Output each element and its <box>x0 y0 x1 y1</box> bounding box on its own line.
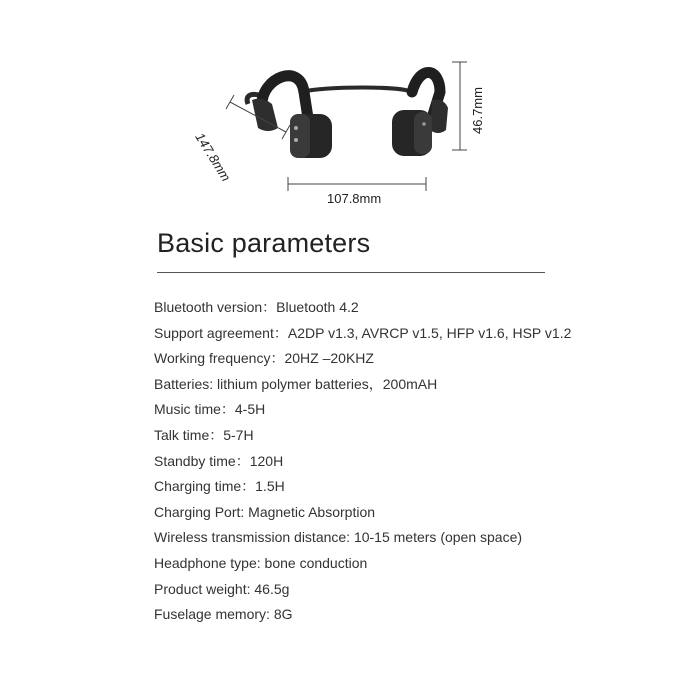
spec-bluetooth-version: Bluetooth version：Bluetooth 4.2 <box>154 299 359 315</box>
headset-illustration <box>0 0 700 215</box>
depth-dimension-tick-bottom <box>282 125 290 139</box>
right-transducer-side <box>414 112 432 154</box>
title-divider <box>157 272 545 273</box>
section-title: Basic parameters <box>157 228 371 258</box>
spec-wireless-distance: Wireless transmission distance: 10-15 meters (open space) <box>154 529 523 546</box>
right-button-dot <box>422 122 426 126</box>
spec-charging-time: Charging time：1.5H <box>154 478 285 495</box>
spec-support-agreement: Support agreement：A2DP v1.3, AVRCP v1.5, HFP v1.6, HSP v1.2 <box>154 324 572 341</box>
right-battery-pod <box>430 100 448 133</box>
spec-standby-time: Standby time：120H <box>154 452 284 469</box>
height-dimension-label: 46.7mm <box>470 87 485 134</box>
spec-talk-time: Talk time：5-7H <box>154 426 254 443</box>
spec-charging-port: Charging Port: Magnetic Absorption <box>154 503 376 520</box>
depth-dimension-label: 147.8mm <box>192 130 234 184</box>
left-transducer-side <box>290 114 310 158</box>
product-figure <box>0 0 700 215</box>
spec-headphone-type: Headphone type: bone conduction <box>154 554 368 571</box>
spec-list <box>154 297 571 630</box>
spec-fuselage-memory: Fuselage memory: 8G <box>154 606 293 623</box>
neckband-wire <box>300 88 412 93</box>
left-button-dot-2 <box>294 138 298 142</box>
spec-working-frequency: Working frequency：20HZ –20KHZ <box>154 350 374 367</box>
width-dimension-label: 107.8mm <box>327 191 382 206</box>
spec-music-time: Music time：4-5H <box>154 401 266 418</box>
depth-dimension-tick-top <box>226 95 234 109</box>
spec-batteries: Batteries: lithium polymer batteries，200mAH <box>154 375 438 392</box>
left-button-dot-1 <box>294 126 298 130</box>
spec-product-weight: Product weight: 46.5g <box>154 580 290 597</box>
